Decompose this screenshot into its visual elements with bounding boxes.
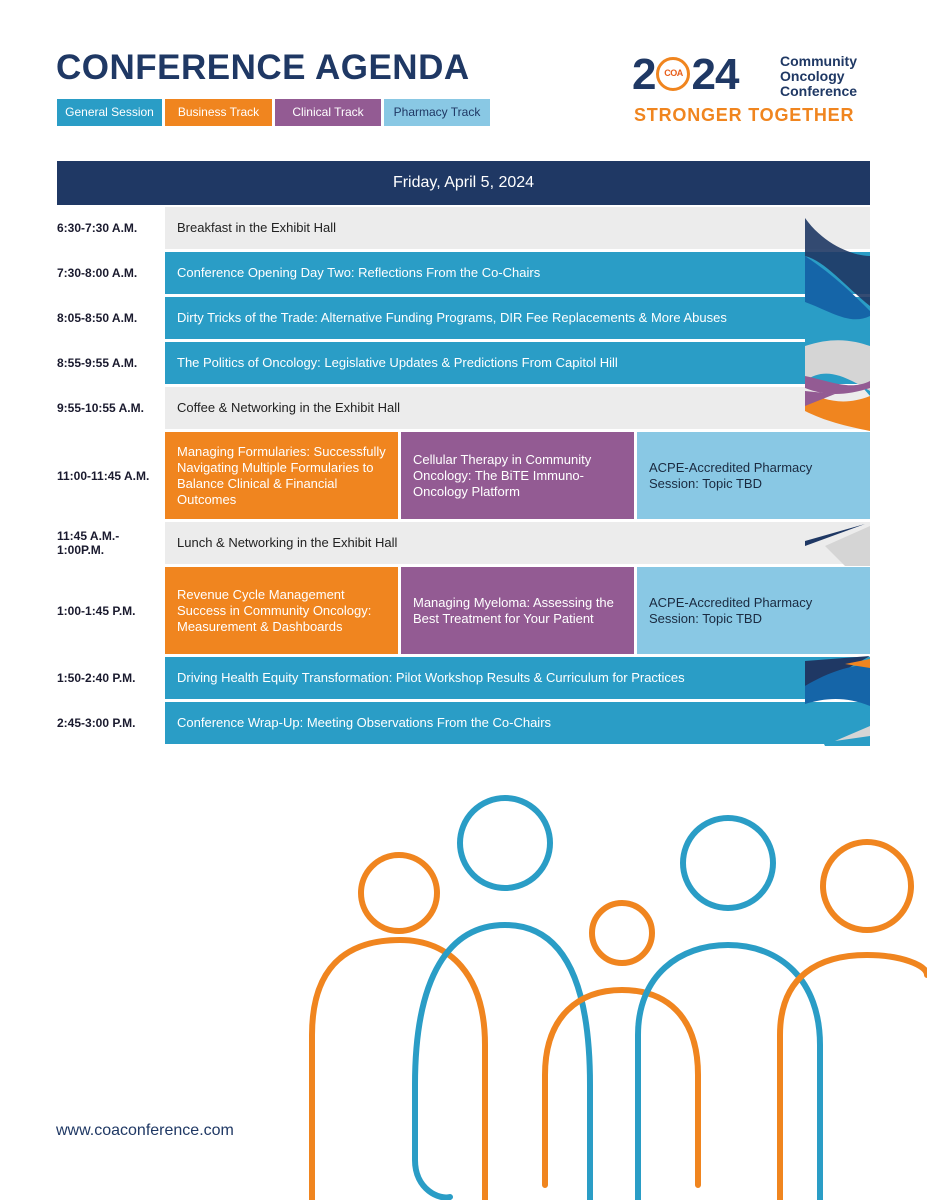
session-clinical: Cellular Therapy in Community Oncology: The BiTE Immuno-Oncology Platform [401, 432, 634, 519]
session-general: Dirty Tricks of the Trade: Alternative Funding Programs, DIR Fee Replacements & More Abuses [165, 297, 870, 339]
session-time: 1:50-2:40 P.M. [57, 671, 136, 685]
session-general: Conference Opening Day Two: Reflections From the Co-Chairs [165, 252, 870, 294]
agenda-row [57, 567, 870, 654]
session-general: The Politics of Oncology: Legislative Updates & Predictions From Capitol Hill [165, 342, 870, 384]
session-break: Lunch & Networking in the Exhibit Hall [165, 522, 870, 564]
agenda-row [57, 342, 870, 384]
agenda-table [57, 161, 870, 730]
session-time: 1:00-1:45 P.M. [57, 603, 136, 618]
coa-ring-icon: COA [656, 57, 690, 91]
agenda-row [57, 252, 870, 294]
session-business: Revenue Cycle Management Success in Community Oncology: Measurement & Dashboards [165, 567, 398, 654]
session-time: 11:45 A.M.- 1:00P.M. [57, 529, 120, 557]
agenda-row [57, 522, 870, 564]
page-title: CONFERENCE AGENDA [56, 48, 470, 87]
track-legend [57, 99, 490, 126]
logo-year: 2 COA 24 [632, 50, 739, 99]
session-general: Driving Health Equity Transformation: Pilot Workshop Results & Curriculum for Practices [165, 657, 870, 699]
agenda-row [57, 297, 870, 339]
session-business: Managing Formularies: Successfully Navigating Multiple Formularies to Balance Clinical & Financial Outcomes [165, 432, 398, 519]
legend-clinical-track: Clinical Track [275, 99, 381, 126]
session-time: 2:45-3:00 P.M. [57, 716, 136, 730]
session-pharmacy: ACPE-Accredited Pharmacy Session: Topic TBD [637, 432, 870, 519]
people-illustration [300, 785, 927, 1200]
session-clinical: Managing Myeloma: Assessing the Best Treatment for Your Patient [401, 567, 634, 654]
legend-general-session: General Session [57, 99, 162, 126]
agenda-row [57, 657, 870, 699]
legend-business-track: Business Track [165, 99, 272, 126]
agenda-row [57, 387, 870, 429]
session-time: 8:55-9:55 A.M. [57, 356, 138, 370]
website-url[interactable]: www.coaconference.com [56, 1122, 234, 1139]
session-general: Conference Wrap-Up: Meeting Observations From the Co-Chairs [165, 702, 870, 744]
session-time: 8:05-8:50 A.M. [57, 311, 138, 325]
agenda-row [57, 207, 870, 249]
day-header: Friday, April 5, 2024 [57, 161, 870, 205]
session-break: Breakfast in the Exhibit Hall [165, 207, 870, 249]
decorative-ribbon [805, 216, 870, 746]
agenda-row [57, 702, 870, 744]
session-time: 9:55-10:55 A.M. [57, 401, 144, 415]
conference-logo [632, 50, 872, 128]
session-pharmacy: ACPE-Accredited Pharmacy Session: Topic TBD [637, 567, 870, 654]
session-time: 11:00-11:45 A.M. [57, 468, 150, 483]
legend-pharmacy-track: Pharmacy Track [384, 99, 490, 126]
session-break: Coffee & Networking in the Exhibit Hall [165, 387, 870, 429]
agenda-row [57, 432, 870, 519]
logo-tagline: STRONGER TOGETHER [634, 105, 855, 125]
session-time: 6:30-7:30 A.M. [57, 221, 138, 235]
session-time: 7:30-8:00 A.M. [57, 266, 138, 280]
logo-conference-name: Community Oncology Conference [780, 53, 858, 99]
